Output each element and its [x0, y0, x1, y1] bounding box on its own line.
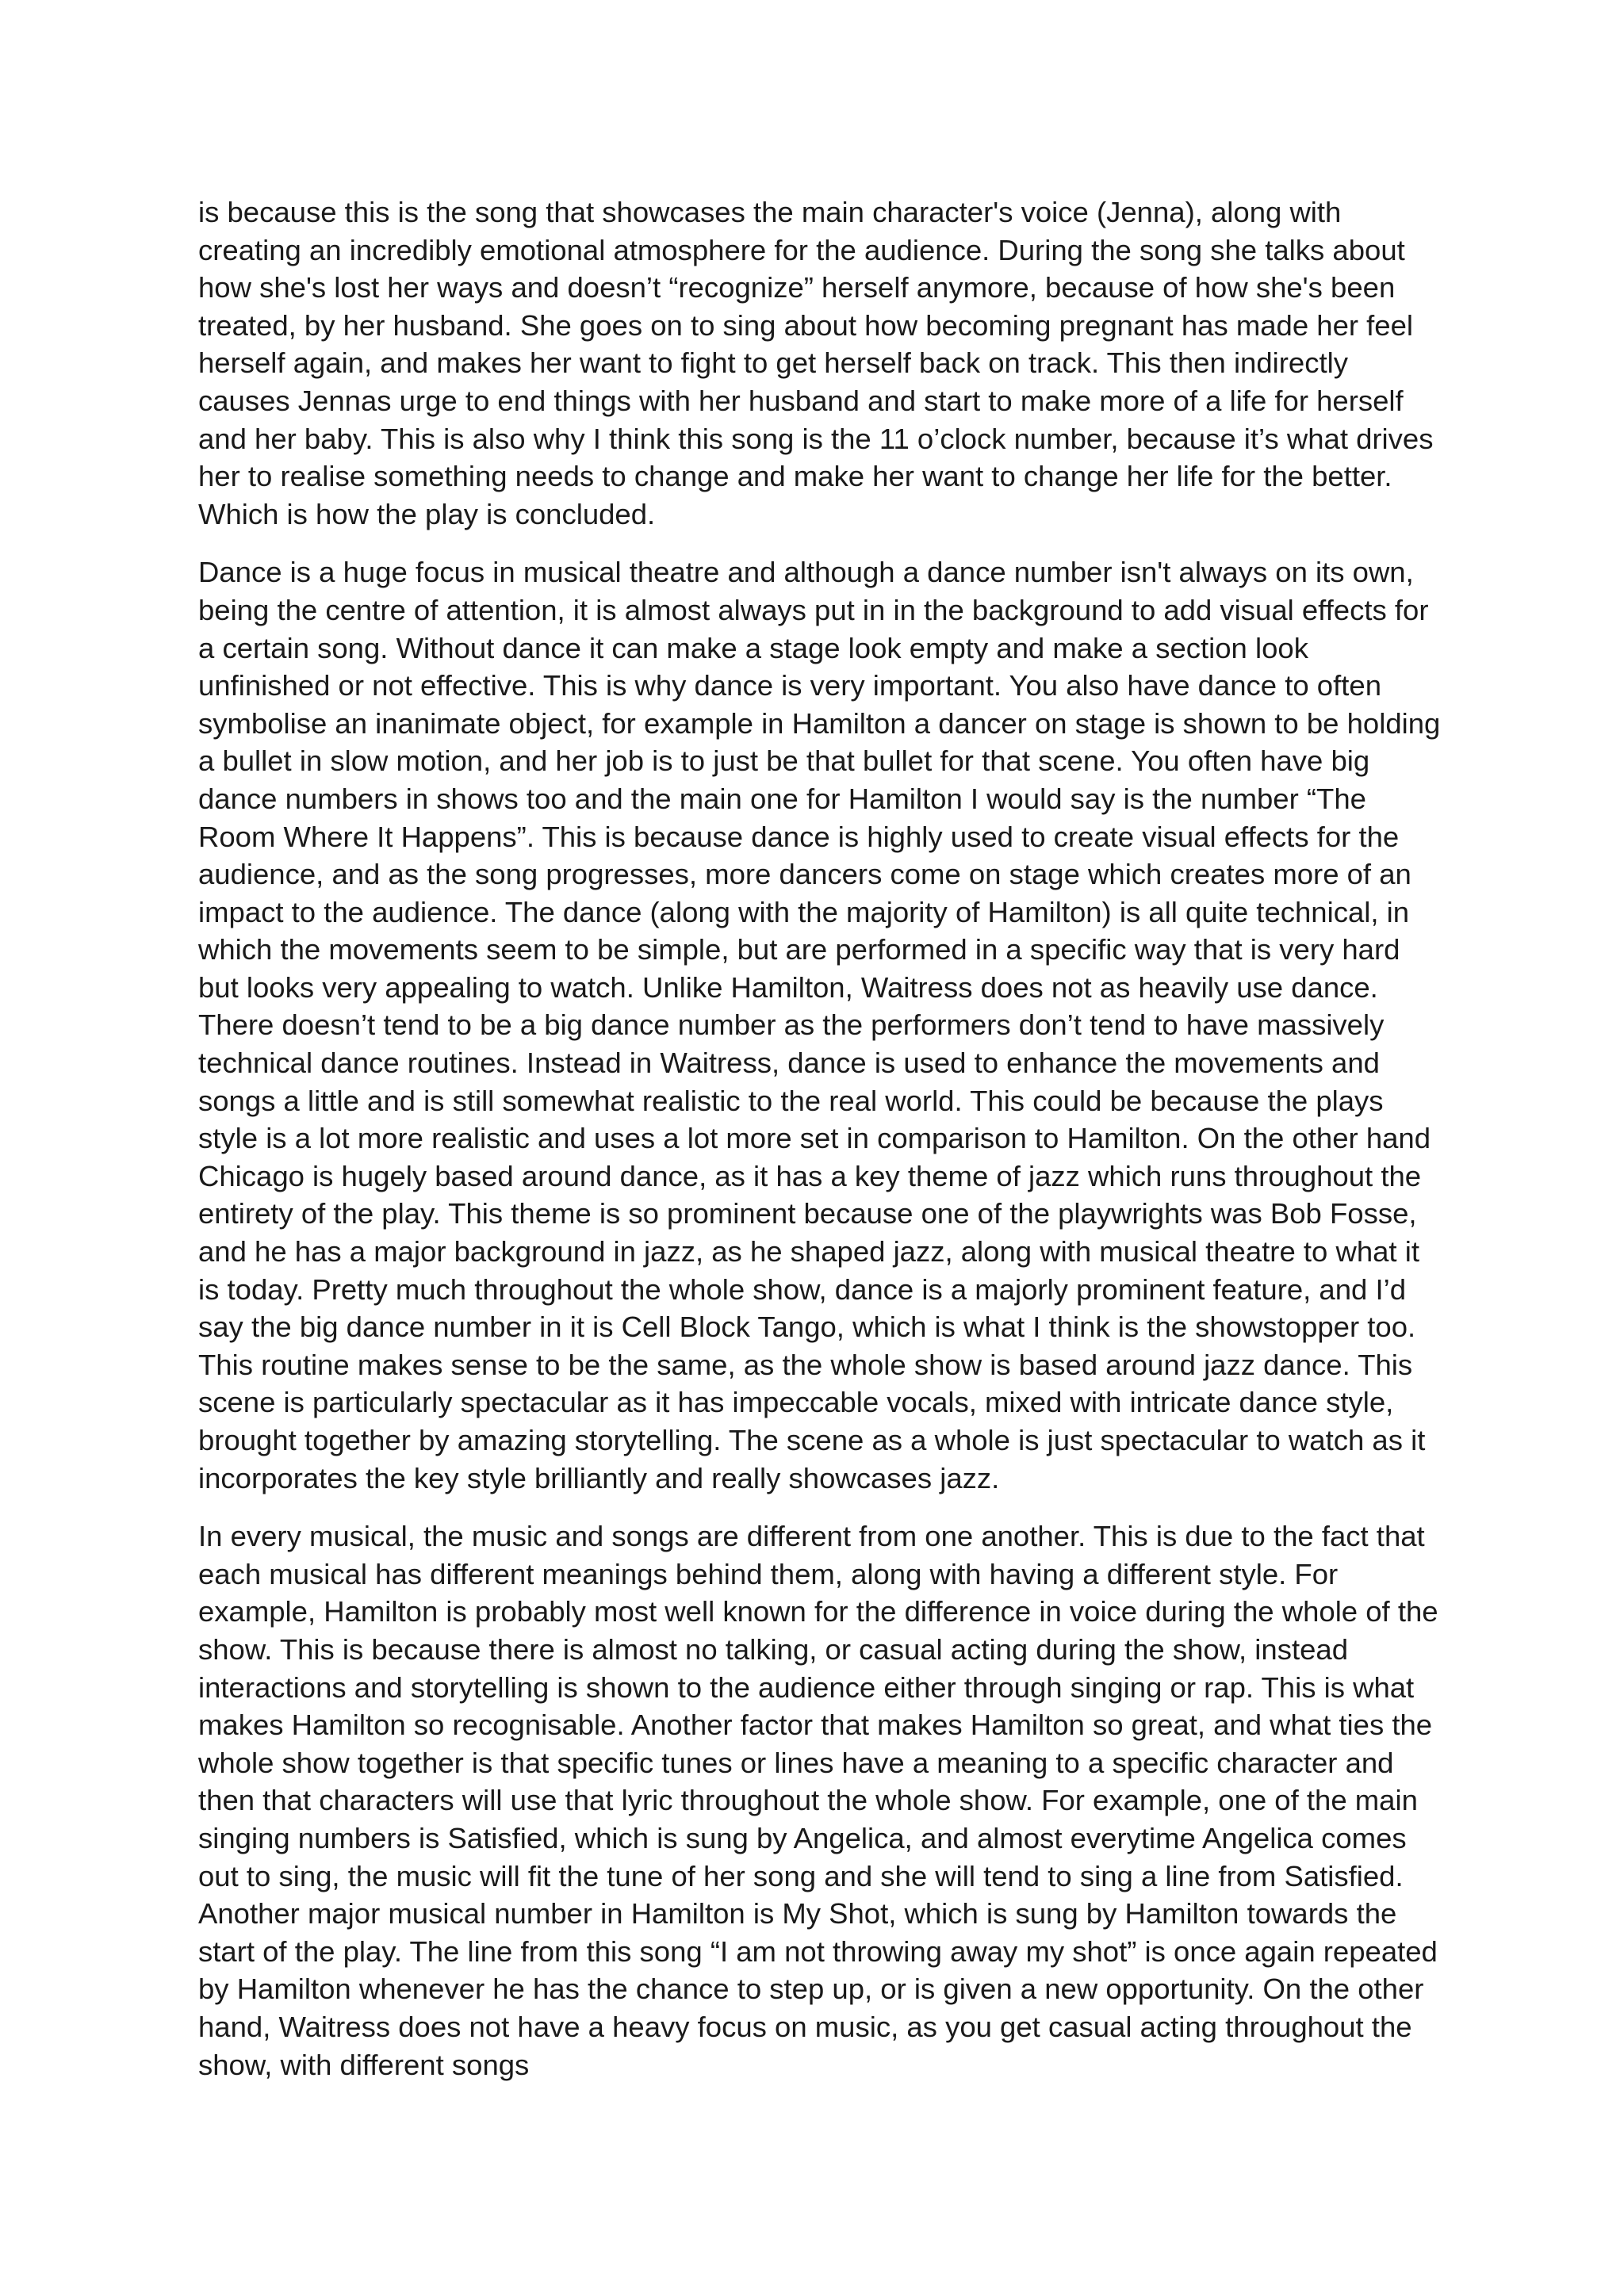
paragraph-dance: Dance is a huge focus in musical theatre and although a dance number isn't always on its own, being the centre of attention, it is almost always put in in the background to add visual effects for a certain song. Without dance it can make a stage look empty and make a section look unfinished or not effective. This is why dance is very important. You also have dance to often symbolise an inanimate object, for example in Hamilton a dancer on stage is shown to be holding a bullet in slow motion, and her job is to just be that bullet for that scene. You often have big dance numbers in shows too and the main one for Hamilton I would say is the number “The Room Where It Happens”. This is because dance is highly used to create visual effects for the audience, and as the song progresses, more dancers come on stage which creates more of an impact to the audience. The dance (along with the majority of Hamilton) is all quite technical, in which the movements seem to be simple, but are performed in a specific way that is very hard but looks very appealing to watch. Unlike Hamilton, Waitress does not as heavily use dance. There doesn’t tend to be a big dance number as the performers don’t tend to have massively technical dance routines. Instead in Waitress, dance is used to enhance the movements and songs a little and is still somewhat realistic to the real world. This could be because the plays style is a lot more realistic and uses a lot more set in comparison to Hamilton. On the other hand Chicago is hugely based around dance, as it has a key theme of jazz which runs throughout the entirety of the play. This theme is so prominent because one of the playwrights was Bob Fosse, and he has a major background in jazz, as he shaped jazz, along with musical theatre to what it is today. Pretty much throughout the whole show, dance is a majorly prominent feature, and I’d say the big dance number in it is Cell Block Tango, which is what I think is the showstopper too. This routine makes sense to be the same, as the whole show is based around jazz dance. This scene is particularly spectacular as it has impeccable vocals, mixed with intricate dance style, brought together by amazing storytelling. The scene as a whole is just spectacular to watch as it incorporates the key style brilliantly and really showcases jazz. [198, 556, 1441, 1494]
paragraph-music-songs: In every musical, the music and songs are different from one another. This is due to the fact that each musical has different meanings behind them, along with having a different style. For example, Hamilton is probably most well known for the difference in voice during the whole of the show. This is because there is almost no talking, or casual acting during the show, instead interactions and storytelling is shown to the audience either through singing or rap. This is what makes Hamilton so recognisable. Another factor that makes Hamilton so great, and what ties the whole show together is that specific tunes or lines have a meaning to a specific character and then that characters will use that lyric throughout the whole show. For example, one of the main singing numbers is Satisfied, which is sung by Angelica, and almost everytime Angelica comes out to sing, the music will fit the tune of her song and she will tend to sing a line from Satisfied. Another major musical number in Hamilton is My Shot, which is sung by Hamilton towards the start of the play. The line from this song “I am not throwing away my shot” is once again repeated by Hamilton whenever he has the chance to step up, or is given a new opportunity. On the other hand, Waitress does not have a heavy focus on music, as you get casual acting throughout the show, with different songs [198, 1520, 1438, 2081]
paragraph-jenna-song: is because this is the song that showcases the main character's voice (Jenna), along with creating an incredibly emotional atmosphere for the audience. During the song she talks about how she's lost her ways and doesn’t “recognize” herself anymore, because of how she's been treated, by her husband. She goes on to sing about how becoming pregnant has made her feel herself again, and makes her want to fight to get herself back on track. This then indirectly causes Jennas urge to end things with her husband and start to make more of a life for herself and her baby. This is also why I think this song is the 11 o’clock number, because it’s what drives her to realise something needs to change and make her want to change her life for the better. Which is how the play is concluded. [198, 196, 1434, 530]
document-body [198, 193, 1443, 2104]
